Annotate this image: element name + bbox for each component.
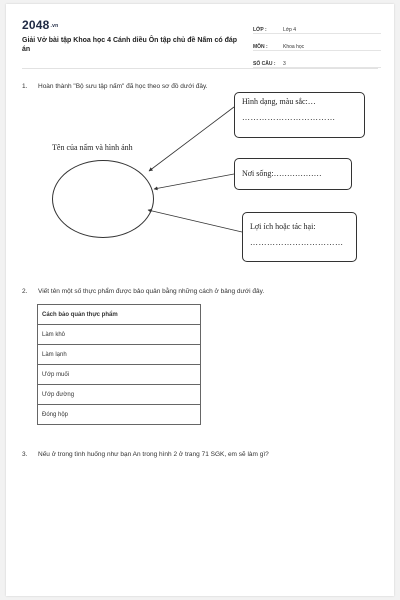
box-label: Hình dạng, màu sắc:… bbox=[242, 97, 316, 106]
table-cell[interactable]: Ướp muối bbox=[38, 365, 201, 385]
arrow-to-ellipse bbox=[149, 107, 234, 171]
table-cell[interactable]: Làm lạnh bbox=[38, 345, 201, 365]
meta-key: SỐ CÂU : bbox=[253, 61, 276, 67]
box-label: Nơi sống:……………… bbox=[242, 169, 322, 178]
diagram-ellipse bbox=[52, 160, 154, 238]
meta-value: Lớp 4 bbox=[283, 27, 297, 33]
arrow-to-ellipse bbox=[148, 210, 242, 232]
answer-dots[interactable]: …………………………… bbox=[242, 113, 336, 122]
question-number: 3. bbox=[22, 451, 28, 458]
logo-main-text: 2048 bbox=[22, 18, 50, 32]
arrow-to-ellipse bbox=[154, 174, 234, 189]
answer-dots[interactable]: …………………………… bbox=[250, 238, 344, 247]
logo-sub-text: .vn bbox=[50, 22, 59, 29]
diagram-center-label: Tên của nấm và hình ảnh bbox=[52, 143, 133, 152]
table-header-row bbox=[38, 305, 201, 325]
meta-key: LỚP : bbox=[253, 27, 267, 33]
box-shape-color bbox=[234, 92, 365, 138]
question-text: Viết tên một số thực phẩm được bảo quản bằng những cách ở bảng dưới đây. bbox=[38, 288, 265, 295]
table-row bbox=[38, 365, 201, 385]
question-text: Nếu ở trong tình huống như bạn An trong hình 2 ở trang 71 SGK, em sẽ làm gì? bbox=[38, 451, 269, 458]
question-2 bbox=[22, 288, 264, 295]
meta-value: Khoa học bbox=[283, 44, 305, 50]
preservation-table bbox=[37, 304, 201, 425]
table-cell[interactable]: Ướp đường bbox=[38, 385, 201, 405]
meta-key: MÔN : bbox=[253, 44, 268, 50]
table-row bbox=[38, 405, 201, 425]
table-row bbox=[38, 345, 201, 365]
question-text: Hoàn thành "Bộ sưu tập nấm" đã học theo sơ đồ dưới đây. bbox=[38, 83, 208, 90]
table-cell[interactable]: Làm khô bbox=[38, 325, 201, 345]
box-habitat bbox=[234, 158, 352, 190]
meta-value: 3 bbox=[283, 61, 286, 67]
box-label: Lợi ích hoặc tác hại: bbox=[250, 222, 316, 231]
document-title: Giải Vở bài tập Khoa học 4 Cánh diều Ôn tập chủ đề Nấm có đáp án bbox=[22, 37, 238, 53]
question-3 bbox=[22, 451, 269, 458]
question-number: 1. bbox=[22, 83, 28, 90]
table-header: Cách bảo quản thực phẩm bbox=[38, 305, 201, 325]
worksheet-page bbox=[6, 4, 394, 596]
table-cell[interactable]: Đóng hộp bbox=[38, 405, 201, 425]
box-benefit-harm bbox=[242, 212, 357, 262]
table-row bbox=[38, 325, 201, 345]
table-row bbox=[38, 385, 201, 405]
question-number: 2. bbox=[22, 288, 28, 295]
